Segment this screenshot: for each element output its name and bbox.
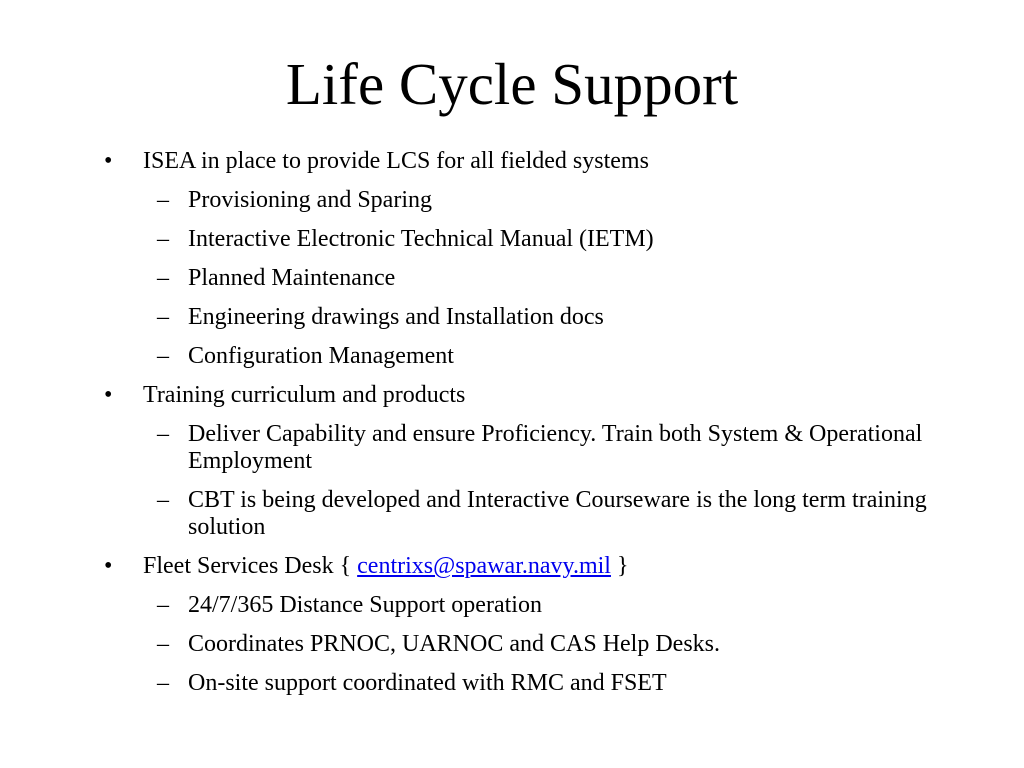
sub-bullet-item [104, 265, 944, 292]
sub-bullet-text: Provisioning and Sparing [188, 187, 432, 213]
bullet-text-before-link: Fleet Services Desk { [143, 553, 358, 579]
bullet-marker: • [104, 553, 113, 579]
sub-bullet-marker: – [157, 265, 169, 291]
sub-bullet-text: CBT is being developed and Interactive Courseware is the long term training solution [188, 487, 927, 540]
sub-bullet-marker: – [157, 421, 169, 447]
sub-bullet-marker: – [157, 187, 169, 213]
sub-bullet-text: Configuration Management [188, 343, 454, 369]
sub-bullet-text: Deliver Capability and ensure Proficiency. Train both System & Operational Employment [188, 421, 923, 474]
bullet-text-after-link: } [610, 553, 629, 579]
sub-bullet-marker: – [157, 670, 169, 696]
sub-bullet-text: On-site support coordinated with RMC and FSET [188, 670, 667, 696]
sub-bullet-item [104, 304, 944, 331]
email-link[interactable]: centrixs@spawar.navy.mil [357, 553, 611, 579]
sub-bullet-marker: – [157, 592, 169, 618]
sub-bullet-text: Coordinates PRNOC, UARNOC and CAS Help Desks. [188, 631, 721, 657]
sub-bullet-item [104, 343, 944, 370]
sub-bullet-item [104, 592, 944, 619]
sub-bullet-text: Engineering drawings and Installation docs [188, 304, 604, 330]
sub-bullet-marker: – [157, 304, 169, 330]
sub-bullet-item [104, 670, 944, 697]
bullet-item [104, 382, 944, 409]
sub-bullet-marker: – [157, 226, 169, 252]
sub-bullet-item [104, 226, 944, 253]
bullet-item [104, 553, 944, 580]
bullet-text: Training curriculum and products [143, 382, 466, 408]
sub-bullet-item [104, 487, 944, 541]
bullet-item [104, 148, 944, 175]
sub-bullet-marker: – [157, 631, 169, 657]
bullet-list [104, 148, 944, 697]
slide-title: Life Cycle Support [285, 51, 739, 117]
sub-bullet-marker: – [157, 487, 169, 513]
bullet-marker: • [104, 148, 113, 174]
sub-bullet-text: 24/7/365 Distance Support operation [188, 592, 542, 618]
sub-bullet-marker: – [157, 343, 169, 369]
bullet-text: ISEA in place to provide LCS for all fielded systems [143, 148, 649, 174]
sub-bullet-item [104, 631, 944, 658]
sub-bullet-text: Interactive Electronic Technical Manual (IETM) [188, 226, 654, 252]
sub-bullet-text: Planned Maintenance [188, 265, 396, 291]
sub-bullet-item [104, 421, 944, 475]
bullet-marker: • [104, 382, 113, 408]
sub-bullet-item [104, 187, 944, 214]
